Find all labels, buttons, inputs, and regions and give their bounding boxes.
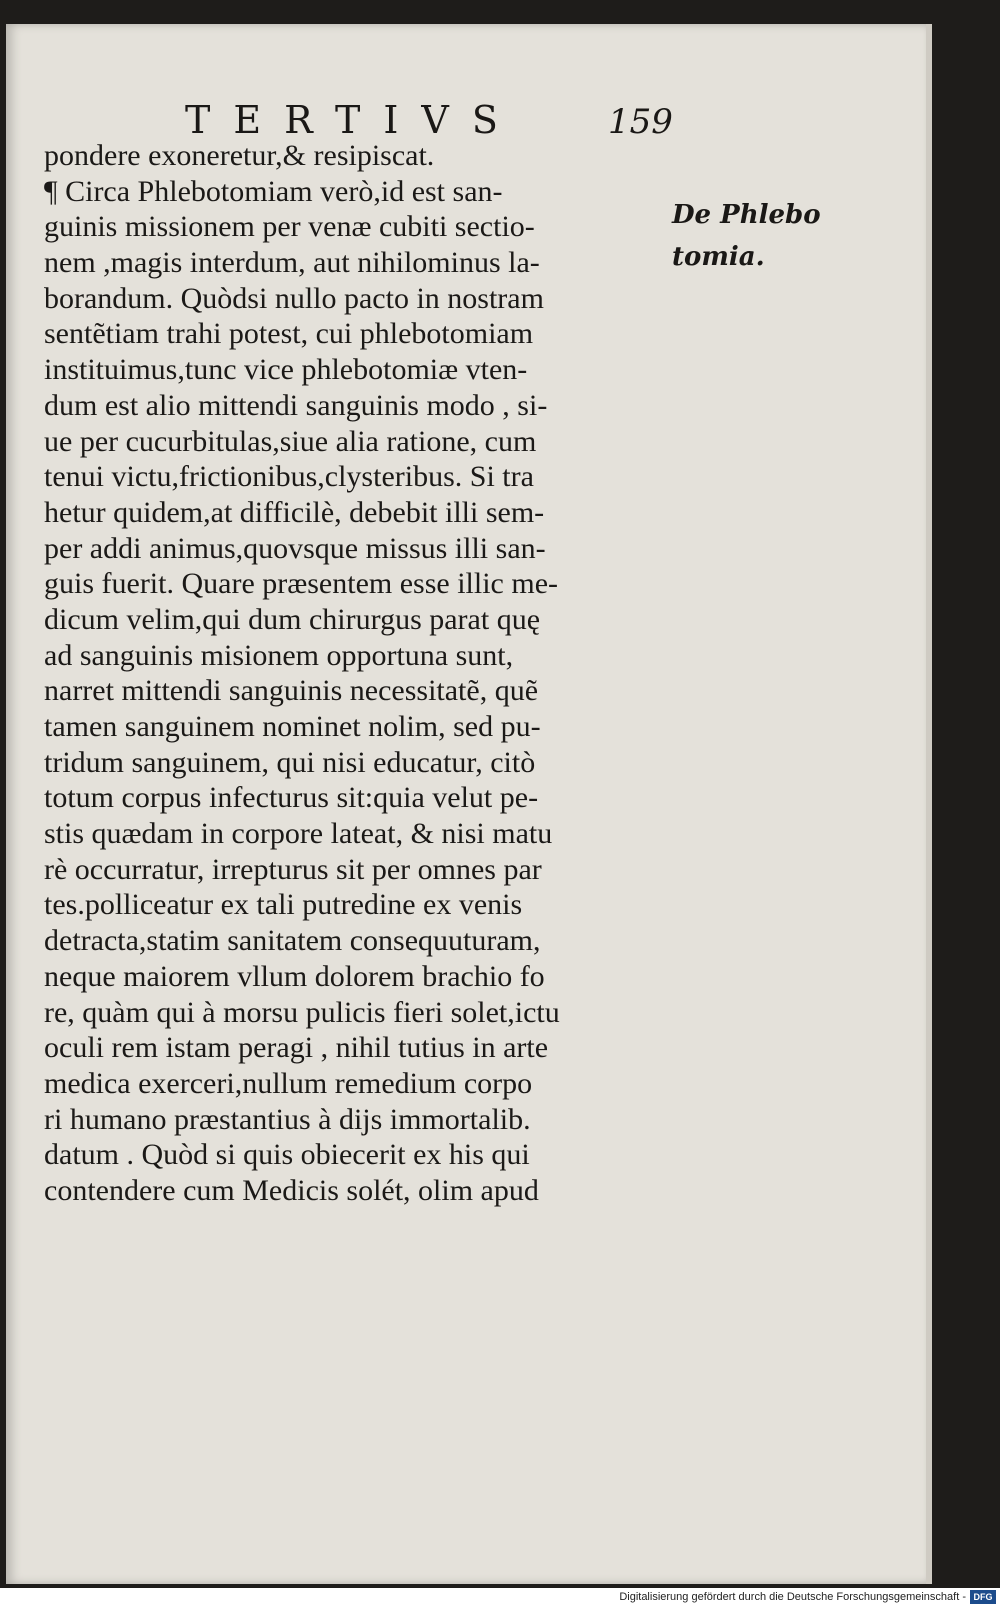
text-line: ad sanguinis misionem opportuna sunt, [44, 638, 514, 672]
page-edge [926, 24, 932, 1584]
text-line: tes.polliceatur ex tali putredine ex venis [44, 888, 523, 922]
text-line: totum corpus infecturus sit:quia velut pe- [44, 781, 539, 815]
text-line: ri humano præstantius à dijs immortalib. [44, 1102, 531, 1136]
page-number: 159 [608, 102, 673, 142]
marginal-note-line: De Phlebo [672, 200, 821, 230]
text-line: nem ,magis interdum, aut nihilominus la- [44, 246, 540, 280]
text-line: detracta,statim sanitatem consequuturam, [44, 924, 541, 958]
text-line: narret mittendi sanguinis necessitatẽ, quẽ [44, 674, 539, 708]
text-line: guinis missionem per venæ cubiti sectio- [44, 210, 535, 244]
text-line: re, quàm qui à morsu pulicis fieri solet,ictu [44, 995, 560, 1029]
text-line: oculi rem istam peragi , nihil tutius in arte [44, 1031, 549, 1065]
text-line: tamen sanguinem nominet nolim, sed pu- [44, 710, 541, 743]
text-line: neque maiorem vllum dolorem brachio fo [44, 959, 545, 993]
text-line: dicum velim,qui dum chirurgus parat quę [44, 602, 541, 636]
text-line: tridum sanguinem, qui nisi educatur, citò [44, 745, 536, 779]
text-line: pondere exoneretur,& resipiscat. [44, 139, 435, 172]
text-line: datum . Quòd si quis obiecerit ex his qui [44, 1138, 530, 1172]
text-line: tenui victu,frictionibus,clysteribus. Si tra [44, 460, 534, 494]
text-line: borandum. Quòdsi nullo pacto in nostram [44, 281, 544, 315]
text-line: ¶ Circa Phlebotomiam verò,id est san- [44, 174, 503, 208]
marginal-note-line: tomia. [672, 242, 765, 272]
text-line: instituimus,tunc vice phlebotomiæ vten- [44, 353, 528, 387]
text-line: guis fuerit. Quare præsentem esse illic me- [44, 567, 559, 601]
body-text [44, 138, 654, 1209]
text-line: contendere cum Medicis solét, olim apud [44, 1173, 539, 1207]
marginal-note [672, 194, 821, 278]
text-line: rè occurratur, irrepturus sit per omnes par [44, 852, 542, 886]
text-line: dum est alio mittendi sanguinis modo , si- [44, 388, 548, 422]
running-head: TERTIVS [185, 98, 521, 142]
dfg-logo: DFG [970, 1590, 996, 1604]
text-line: sentẽtiam trahi potest, cui phlebotomiam [44, 317, 534, 351]
text-line: per addi animus,quovsque missus illi san- [44, 531, 546, 565]
text-line: ue per cucurbitulas,siue alia ratione, cum [44, 424, 537, 458]
digitization-credit: Digitalisierung gefördert durch die Deutsche Forschungsgemeinschaft - [619, 1591, 966, 1603]
text-line: medica exerceri,nullum remedium corpo [44, 1066, 533, 1100]
text-line: stis quædam in corpore lateat, & nisi matu [44, 817, 553, 851]
text-line: hetur quidem,at difficilè, debebit illi sem- [44, 495, 545, 529]
